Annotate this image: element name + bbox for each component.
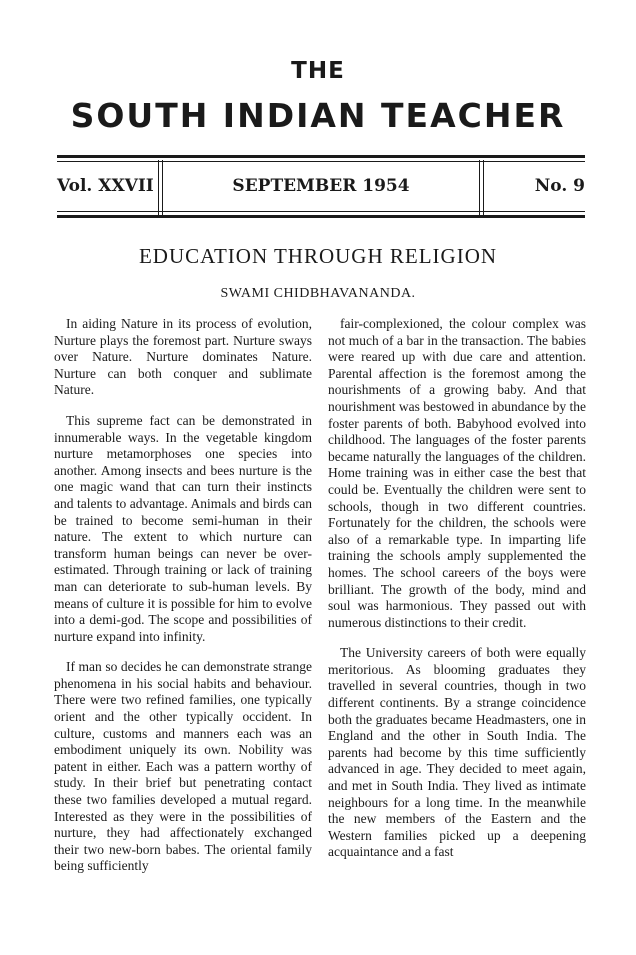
issue-date: SEPTEMBER 1954 (232, 176, 410, 196)
issue-volume: Vol. XXVII (57, 176, 154, 196)
article-title: EDUCATION THROUGH RELIGION (138, 244, 498, 268)
top-rule-thick (57, 155, 585, 158)
paragraph: This supreme fact can be demonstrated in innumerable ways. In the vegetable kingdom nurture metamorphoses one species into another. Among insects and bees nurture is the one magic wand that can turn their instincts and talents to advantage. Animals and birds can be trained to become semi-human in their nature. The extent to which nurture can transform human beings can never be over-estimated. Through training or lack of training man can deteriorate to sub-human levels. By means of culture it is possible for him to evolve into a demi-god. The scope and possibilities of nurture expand into infinity. (54, 412, 312, 644)
masthead-title: SOUTH INDIAN TEACHER (70, 96, 566, 135)
paragraph: fair-complexioned, the colour complex was not much of a bar in the transaction. The babies were reared up with due care and attention. Parental affection is the foremost among the nourishments of a growing baby. And that nourishment was bestowed in abundance by the foster parents of both. Babyhood evolved into childhood. The languages of the foster parents became naturally the languages of the children. Home training was in either case the best that could be. Eventually the children were sent to schools, though in two different countries. Fortunately for the children, the schools were also of a remarkable type. In imparting life training the schools amply supplemented the homes. The school careers of the boys were brilliant. The growth of the body, mind and soul was harmonious. They passed out with numerous distinctions to their credit. (328, 316, 586, 630)
article-author: SWAMI CHIDBHAVANANDA. (220, 286, 416, 301)
bottom-rule-thin (57, 211, 585, 212)
top-rule-thin (57, 161, 585, 162)
masthead-the: THE (291, 58, 345, 84)
paragraph: In aiding Nature in its process of evolution, Nurture plays the foremost part. Nurture sways over Nature. Nurture dominates Nature. Nurture can both conquer and sublimate Nature. (54, 316, 312, 398)
issue-divider-1a (158, 160, 159, 216)
right-column (328, 316, 586, 861)
left-column (54, 316, 312, 875)
paragraph: The University careers of both were equally meritorious. As blooming graduates they travelled in several countries, though in two different continents. By a strange coincidence both the graduates became Headmasters, one in England and the other in South India. The parents had become by this time sufficiently advanced in age. They decided to meet again, and met in South India. They lived as intimate neighbours for a long time. In the meanwhile the new members of the Eastern and the Western families picked up a deepening acquaintance and a fast (328, 645, 586, 860)
bottom-rule-thick (57, 215, 585, 218)
paragraph: If man so decides he can demonstrate strange phenomena in his social habits and behaviour. There were two refined families, one typically orient and the other typically occident. In culture, customs and manners each was an embodiment uniquely its own. Nobility was patent in either. Each was a pattern worthy of study. In their brief but penetrating contact these two families developed a mutual regard. Interested as they were in the possibilities of nurture, they had affectionately exchanged their two new-born babes. The oriental family being sufficiently (54, 659, 312, 874)
issue-number: No. 9 (534, 176, 585, 196)
